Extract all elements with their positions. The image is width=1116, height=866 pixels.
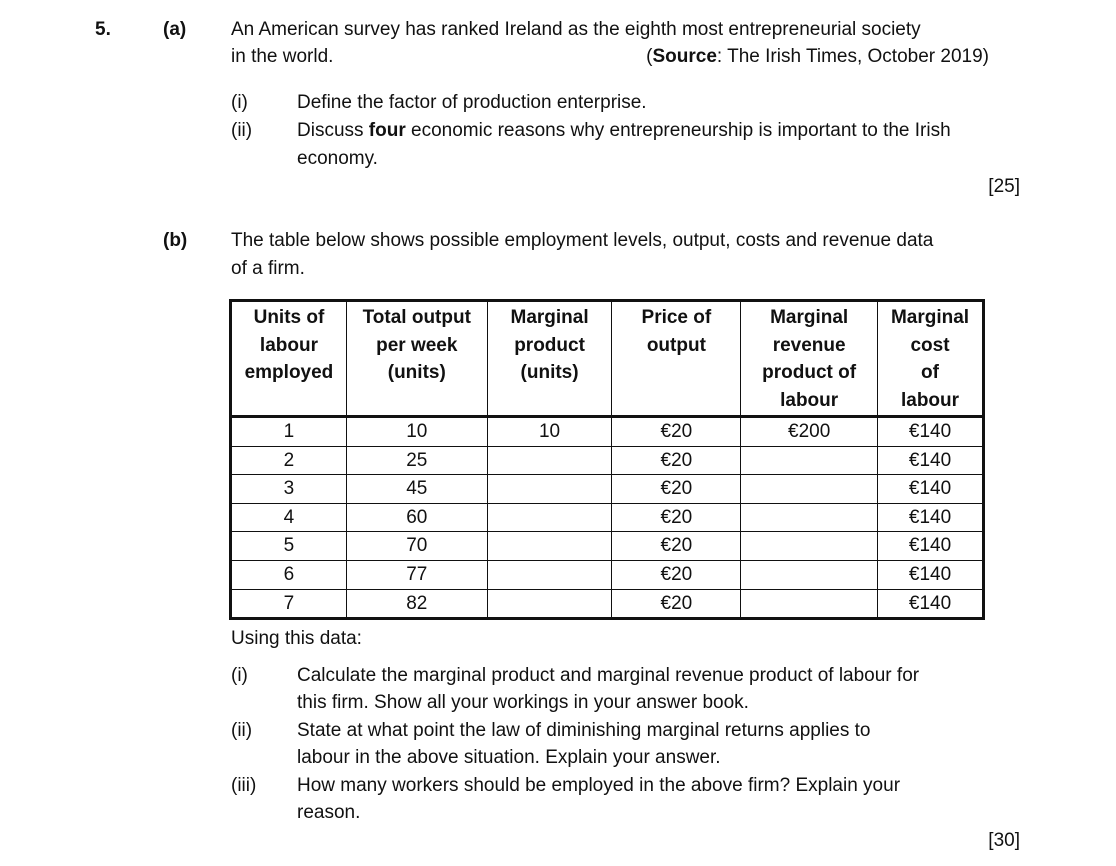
header-price-of-output [612,301,741,417]
table-cell [741,589,878,619]
table-cell: €140 [878,503,984,532]
table-cell [741,446,878,475]
header-line: Marginal [510,307,589,328]
table-cell [487,560,612,589]
part-b-item-1-line1: Calculate the marginal product and marginal revenue product of labour for [297,665,920,686]
part-b-item-1-label: (i) [231,665,248,686]
table-cell: €20 [612,589,741,619]
header-line: (units) [387,362,446,383]
header-marginal-cost [878,301,984,417]
table-cell [487,503,612,532]
part-b-item-3-line1: How many workers should be employed in the above firm? Explain your [297,775,901,796]
table-header-row [231,301,984,417]
part-a-item-2-text [297,117,951,144]
table-cell: 2 [231,446,347,475]
part-a-item-2-post: economic reasons why entrepreneurship is important to the Irish [405,120,951,141]
source-open: ( [646,46,653,67]
part-b-label: (b) [163,230,188,251]
table-cell [741,560,878,589]
table-cell [741,475,878,504]
table-cell [487,532,612,561]
table-cell: 60 [346,503,487,532]
part-b-item-2-line1: State at what point the law of diminishing marginal returns applies to [297,720,871,741]
table-cell: 10 [346,417,487,447]
table-cell: 4 [231,503,347,532]
header-line: cost [910,334,950,356]
table-row [231,417,984,447]
table-cell [741,503,878,532]
part-a-line1: An American survey has ranked Ireland as the eighth most entrepreneurial society [231,19,921,40]
part-b-item-3-line2: reason. [297,802,361,823]
header-line: Units of [253,307,325,328]
table-row [231,589,984,619]
table-cell: 6 [231,560,347,589]
part-a-item-2-label: (ii) [231,120,253,141]
part-a-line2: in the world. [231,46,334,67]
table-row [231,446,984,475]
question-number: 5. [95,19,111,40]
table-cell: 70 [346,532,487,561]
part-a-item-1-text: Define the factor of production enterprise. [297,92,647,113]
table-cell: 77 [346,560,487,589]
table-cell: €20 [612,446,741,475]
part-a-item-2-pre: Discuss [297,120,369,141]
source-bold: Source [652,46,717,67]
table-cell [487,589,612,619]
table-row [231,503,984,532]
table-cell: €140 [878,475,984,504]
header-line: Marginal [890,307,970,328]
header-line: employed [244,362,334,383]
table-cell: 25 [346,446,487,475]
part-a-item-1-label: (i) [231,92,248,113]
part-b-item-2-line2: labour in the above situation. Explain your answer. [297,747,721,768]
table-cell: €140 [878,417,984,447]
table-cell [487,446,612,475]
header-line: product of [762,362,857,383]
source-citation [646,43,989,70]
header-line: Marginal [770,307,849,328]
part-a-marks: [25] [988,176,1020,197]
data-table [229,299,985,620]
header-line: labour [780,389,839,411]
header-marginal-product [487,301,612,417]
header-line: Total output [362,307,471,328]
part-a-label: (a) [163,19,187,40]
header-line: labour [900,389,960,411]
table-cell: €20 [612,475,741,504]
header-units-of-labour [231,301,347,417]
table-cell: €200 [741,417,878,447]
table-cell: 5 [231,532,347,561]
part-b-item-3-label: (iii) [231,775,257,796]
table-cell: €20 [612,532,741,561]
header-total-output [346,301,487,417]
part-a-item-2-line2: economy. [297,148,378,169]
part-b-item-2-label: (ii) [231,720,253,741]
table-cell [487,475,612,504]
table-row [231,532,984,561]
part-a-item-2-bold: four [368,120,406,141]
table-row [231,475,984,504]
part-b-line2: of a firm. [231,258,305,279]
header-line: (units) [520,362,579,383]
table-cell [741,532,878,561]
header-marginal-revenue-product [741,301,878,417]
header-line: revenue [772,334,846,356]
part-b-item-1-line2: this firm. Show all your workings in your answer book. [297,692,749,713]
table-cell: €20 [612,503,741,532]
table-row [231,560,984,589]
header-line: per week [376,334,458,356]
table-cell: €140 [878,560,984,589]
table-cell: 45 [346,475,487,504]
table-cell: 7 [231,589,347,619]
table-cell: 3 [231,475,347,504]
table-cell: €140 [878,446,984,475]
using-data-label: Using this data: [231,628,362,649]
header-line: output [646,334,706,356]
header-line: of [921,362,939,383]
header-line: labour [259,334,318,356]
table-cell: 1 [231,417,347,447]
table-cell: €140 [878,589,984,619]
table-cell: €140 [878,532,984,561]
part-b-line1: The table below shows possible employment levels, output, costs and revenue data [231,230,934,251]
header-line: Price of [641,307,712,328]
source-rest: : The Irish Times, October 2019) [716,46,989,67]
table-cell: 10 [487,417,612,447]
header-line: product [514,334,585,356]
part-b-marks: [30] [988,830,1020,851]
table-cell: 82 [346,589,487,619]
table-cell: €20 [612,417,741,447]
table-cell: €20 [612,560,741,589]
